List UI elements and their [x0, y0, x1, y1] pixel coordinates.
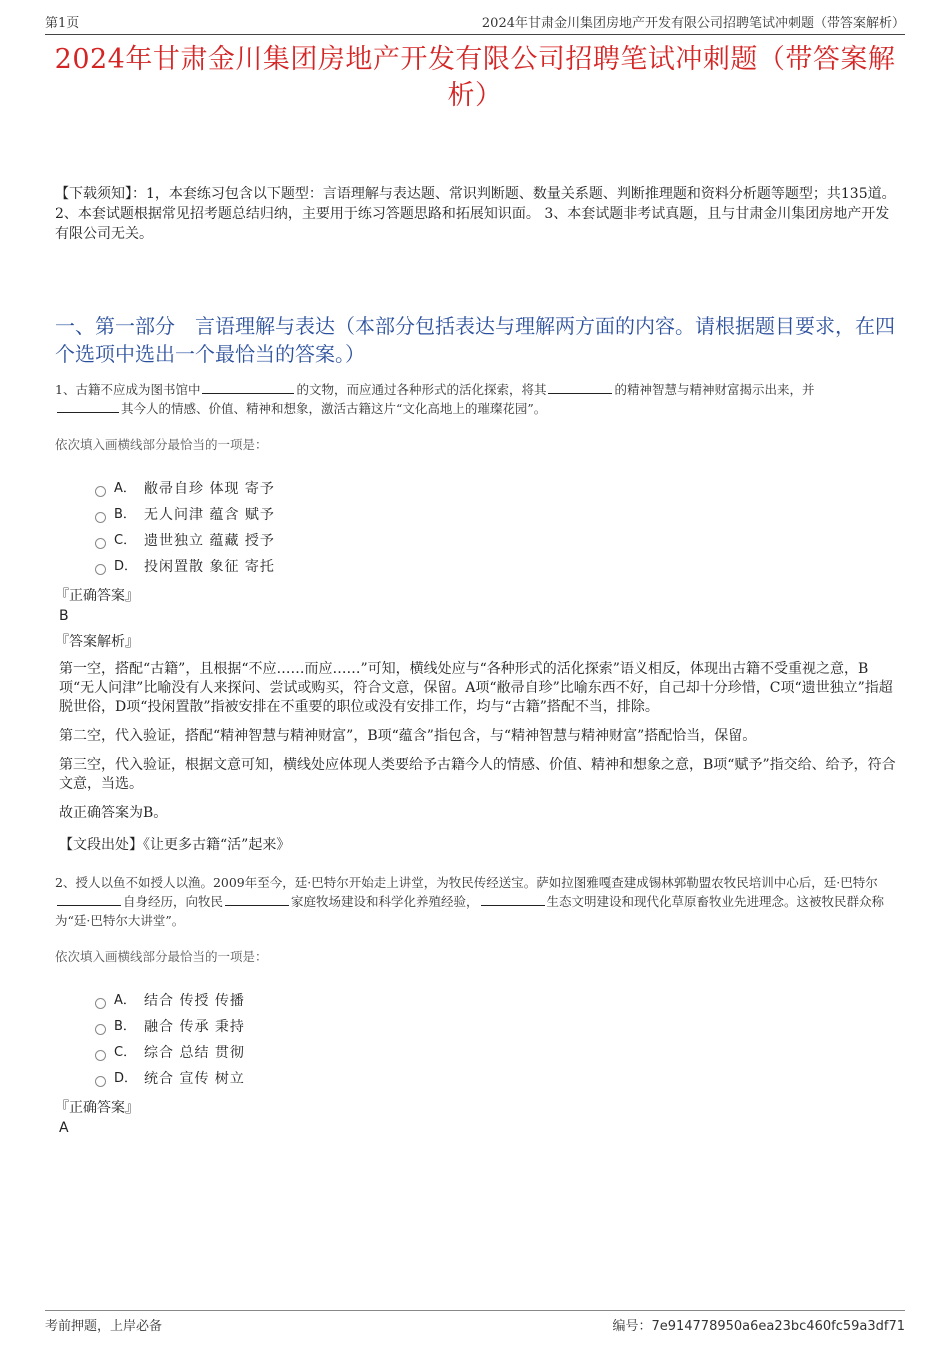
page-footer: [45, 1310, 905, 1334]
radio-icon[interactable]: [95, 538, 106, 549]
option-b[interactable]: [95, 502, 902, 528]
question-1: [55, 380, 902, 855]
option-letter: A．: [114, 481, 136, 496]
text-source: 【文段出处】《让更多古籍“活”起来》: [59, 837, 291, 853]
radio-icon[interactable]: [95, 486, 106, 497]
option-text: 统合 宣传 树立: [144, 1071, 245, 1087]
page-number: 第1页: [45, 16, 80, 31]
option-text: 敝帚自珍 体现 寄予: [144, 481, 275, 497]
correct-answer-value: A: [59, 1120, 69, 1136]
option-a[interactable]: [95, 988, 902, 1014]
question-2: [55, 873, 902, 1138]
option-letter: C．: [114, 533, 137, 548]
download-notice: 【下载须知】：1，本套练习包含以下题型：言语理解与表达题、常识判断题、数量关系题、判断推理题和资料分析题等题型；共135道。 2、本套试题根据常见招考题总结归纳，主要用于练习答题思路和拓展知识面。 3、本套试题非考试真题，且与甘肃金川集团房地产开发有限公司无关。: [55, 186, 896, 242]
page-header: [45, 12, 905, 35]
code-label: 编号：: [612, 1319, 652, 1334]
analysis-paragraph: 第三空，代入验证，根据文意可知，横线处应体现人类要给予古籍今人的情感、价值、精神和想象之意，B项“赋予”指交给、给予，符合文意，当选。: [59, 757, 896, 792]
fill-blank: [225, 893, 289, 906]
footer-code: [612, 1315, 905, 1334]
option-letter: B．: [114, 507, 136, 522]
stem-text: 其今人的情感、价值、精神和想象，激活古籍这片“文化高地上的璀璨花园”。: [121, 401, 547, 416]
radio-icon[interactable]: [95, 998, 106, 1009]
document-title: 2024年甘肃金川集团房地产开发有限公司招聘笔试冲刺题（带答案解析）: [54, 44, 896, 111]
option-letter: D．: [114, 559, 138, 574]
option-a[interactable]: [95, 476, 902, 502]
option-text: 结合 传授 传播: [144, 993, 245, 1009]
option-letter: D．: [114, 1071, 138, 1086]
code-value: 7e914778950a6ea23bc460fc59a3df71: [651, 1319, 905, 1334]
stem-text: 2、授人以鱼不如授人以渔。2009年至今，廷·巴特尔开始走上讲堂，为牧民传经送宝。萨如拉图雅嘎查建成锡林郭勒盟农牧民培训中心后，廷·巴特尔: [55, 875, 878, 890]
option-c[interactable]: [95, 1040, 902, 1066]
analysis-paragraph: 第一空，搭配“古籍”，且根据“不应……而应……”可知，横线处应与“各种形式的活化探索”语义相反，体现出古籍不受重视之意，B项“无人问津”比喻没有人来探问、尝试或购买，符合文意，保留。A项“敝帚自珍”比喻东西不好，自己却十分珍惜，C项“遗世独立”指超脱世俗，D项“投闲置散”指被安排在不重要的职位或没有安排工作，均与“古籍”搭配不当，排除。: [59, 661, 893, 715]
fill-blank: [57, 893, 121, 906]
radio-icon[interactable]: [95, 1076, 106, 1087]
question-2-options: [95, 988, 902, 1092]
option-letter: C．: [114, 1045, 137, 1060]
question-2-stem: [55, 873, 902, 930]
option-letter: B．: [114, 1019, 136, 1034]
radio-icon[interactable]: [95, 564, 106, 575]
option-b[interactable]: [95, 1014, 902, 1040]
option-text: 融合 传承 秉持: [144, 1019, 245, 1035]
running-title: 2024年甘肃金川集团房地产开发有限公司招聘笔试冲刺题（带答案解析）: [481, 16, 905, 31]
radio-icon[interactable]: [95, 512, 106, 523]
fill-blank: [481, 893, 545, 906]
question-1-stem: [55, 380, 902, 418]
analysis-paragraph: 第二空，代入验证，搭配“精神智慧与精神财富”，B项“蕴含”指包含，与“精神智慧与精神财富”搭配恰当，保留。: [59, 728, 757, 744]
stem-text: 生态文明建设和现代化草原畜牧业先进理念。这被牧民群众称为“廷·巴特尔大讲堂”。: [55, 894, 885, 928]
section-title: 一、第一部分 言语理解与表达（本部分包括表达与理解两方面的内容。请根据题目要求，在四个选项中选出一个最恰当的答案。）: [55, 314, 895, 366]
option-d[interactable]: [95, 554, 902, 580]
fill-blank: [57, 400, 119, 413]
question-2-instruction: 依次填入画横线部分最恰当的一项是：: [55, 949, 268, 964]
option-letter: A．: [114, 993, 136, 1008]
question-1-instruction: 依次填入画横线部分最恰当的一项是：: [55, 437, 268, 452]
analysis-label: 『答案解析』: [55, 634, 139, 650]
correct-answer-value: B: [59, 608, 69, 624]
stem-text: 家庭牧场建设和科学化养殖经验，: [291, 894, 479, 909]
question-1-options: [95, 476, 902, 580]
stem-text: 1、古籍不应成为图书馆中: [55, 382, 201, 397]
option-d[interactable]: [95, 1066, 902, 1092]
option-c[interactable]: [95, 528, 902, 554]
analysis-paragraph: 故正确答案为B。: [59, 805, 168, 821]
correct-answer-label: 『正确答案』: [55, 1100, 139, 1116]
fill-blank: [548, 381, 612, 394]
option-text: 无人问津 蕴含 赋予: [144, 507, 275, 523]
stem-text: 的文物，而应通过各种形式的活化探索，将其: [296, 382, 547, 397]
footer-slogan: 考前押题，上岸必备: [45, 1319, 163, 1334]
option-text: 投闲置散 象征 寄托: [144, 559, 275, 575]
radio-icon[interactable]: [95, 1024, 106, 1035]
stem-text: 自身经历，向牧民: [123, 894, 224, 909]
option-text: 综合 总结 贯彻: [144, 1045, 245, 1061]
stem-text: 的精神智慧与精神财富揭示出来，并: [614, 382, 815, 397]
option-text: 遗世独立 蕴藏 授予: [144, 533, 275, 549]
fill-blank: [202, 381, 294, 394]
radio-icon[interactable]: [95, 1050, 106, 1061]
question-list: [55, 380, 902, 1138]
correct-answer-label: 『正确答案』: [55, 588, 139, 604]
